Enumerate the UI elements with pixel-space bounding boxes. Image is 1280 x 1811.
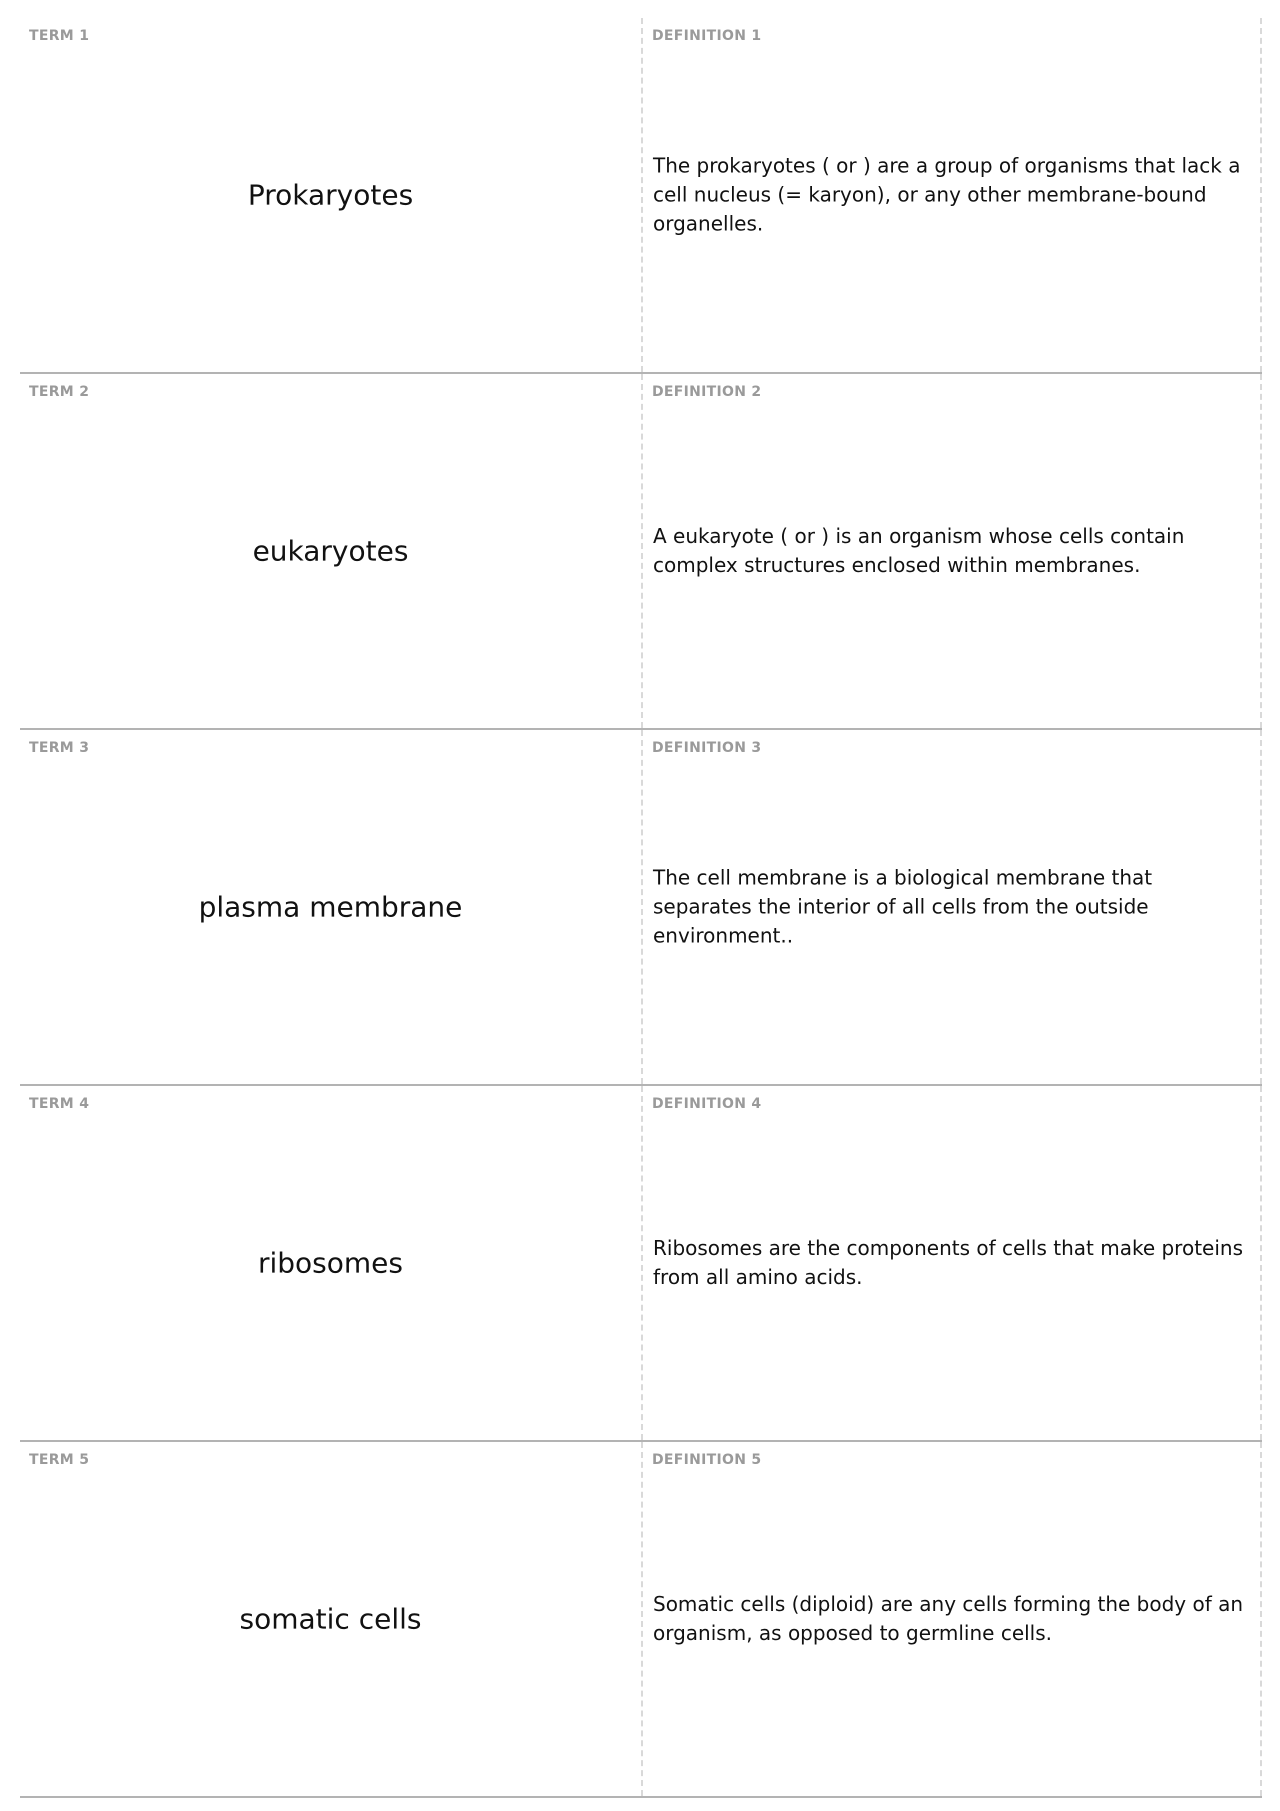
term-text: eukaryotes: [252, 534, 409, 568]
definition-cell: [643, 1086, 1262, 1440]
term-text: Prokaryotes: [247, 178, 414, 212]
definition-label: DEFINITION 3: [652, 740, 762, 756]
definition-text: The prokaryotes ( or ) are a group of organisms that lack a cell nucleus (= karyon), or any other membrane-bound organelles.: [653, 153, 1241, 236]
term-text: ribosomes: [257, 1246, 403, 1280]
term-label: TERM 3: [29, 740, 90, 756]
definition-label: DEFINITION 4: [652, 1096, 762, 1112]
flashcard-row: [20, 374, 1262, 730]
term-cell: [20, 1442, 643, 1796]
term-label: TERM 4: [29, 1096, 90, 1112]
definition-text: Ribosomes are the components of cells that make proteins from all amino acids.: [653, 1236, 1243, 1289]
definition-text: The cell membrane is a biological membrane that separates the interior of all cells from the outside environment..: [653, 865, 1153, 948]
term-cell: [20, 374, 643, 728]
term-cell: [20, 18, 643, 372]
definition-cell: [643, 374, 1262, 728]
term-label: TERM 1: [29, 28, 90, 44]
definition-cell: [643, 730, 1262, 1084]
definition-cell: [643, 18, 1262, 372]
definition-label: DEFINITION 2: [652, 384, 762, 400]
term-cell: [20, 1086, 643, 1440]
flashcard-row: [20, 1086, 1262, 1442]
term-text: plasma membrane: [198, 890, 463, 924]
flashcard-sheet: [20, 18, 1262, 1798]
definition-text: Somatic cells (diploid) are any cells forming the body of an organism, as opposed to germline cells.: [653, 1592, 1244, 1645]
flashcard-row: [20, 1442, 1262, 1798]
term-cell: [20, 730, 643, 1084]
term-label: TERM 5: [29, 1452, 90, 1468]
flashcard-row: [20, 730, 1262, 1086]
definition-text: A eukaryote ( or ) is an organism whose cells contain complex structures enclosed within membranes.: [653, 524, 1185, 577]
term-label: TERM 2: [29, 384, 90, 400]
definition-label: DEFINITION 1: [652, 28, 762, 44]
definition-cell: [643, 1442, 1262, 1796]
term-text: somatic cells: [239, 1602, 422, 1636]
flashcard-row: [20, 18, 1262, 374]
definition-label: DEFINITION 5: [652, 1452, 762, 1468]
